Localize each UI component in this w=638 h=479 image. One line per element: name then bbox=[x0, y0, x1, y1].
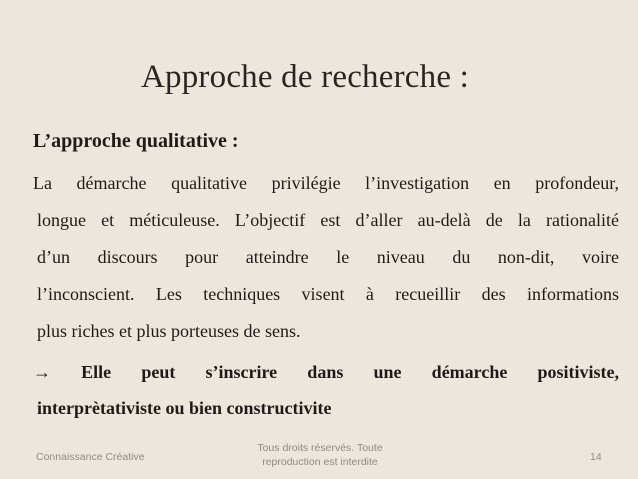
paragraph-line: l’inconscient. Les techniques visent à recueillir des informations bbox=[37, 284, 619, 304]
paragraph-line: La démarche qualitative privilégie l’investigation en profondeur, bbox=[33, 173, 619, 193]
section-subheading: L’approche qualitative : bbox=[33, 130, 239, 152]
footer-copyright-line2: reproduction est interdite bbox=[262, 456, 378, 468]
footer-copyright-line1: Tous droits réservés. Toute bbox=[257, 442, 383, 454]
paragraph-line: plus riches et plus porteuses de sens. bbox=[37, 321, 301, 341]
footer-copyright bbox=[240, 441, 400, 469]
slide-title bbox=[0, 58, 638, 96]
conclusion-line: → Elle peut s’inscrire dans une démarche positiviste, bbox=[33, 362, 619, 382]
conclusion-line: interprètativiste ou bien constructivite bbox=[37, 398, 332, 418]
slide-title-text: Approche de recherche : bbox=[141, 59, 469, 95]
page-number: 14 bbox=[590, 451, 602, 463]
paragraph-line: d’un discours pour atteindre le niveau du non-dit, voire bbox=[37, 247, 619, 267]
paragraph-line: longue et méticuleuse. L’objectif est d’aller au-delà de la rationalité bbox=[37, 210, 619, 230]
footer-brand: Connaissance Créative bbox=[36, 451, 145, 463]
